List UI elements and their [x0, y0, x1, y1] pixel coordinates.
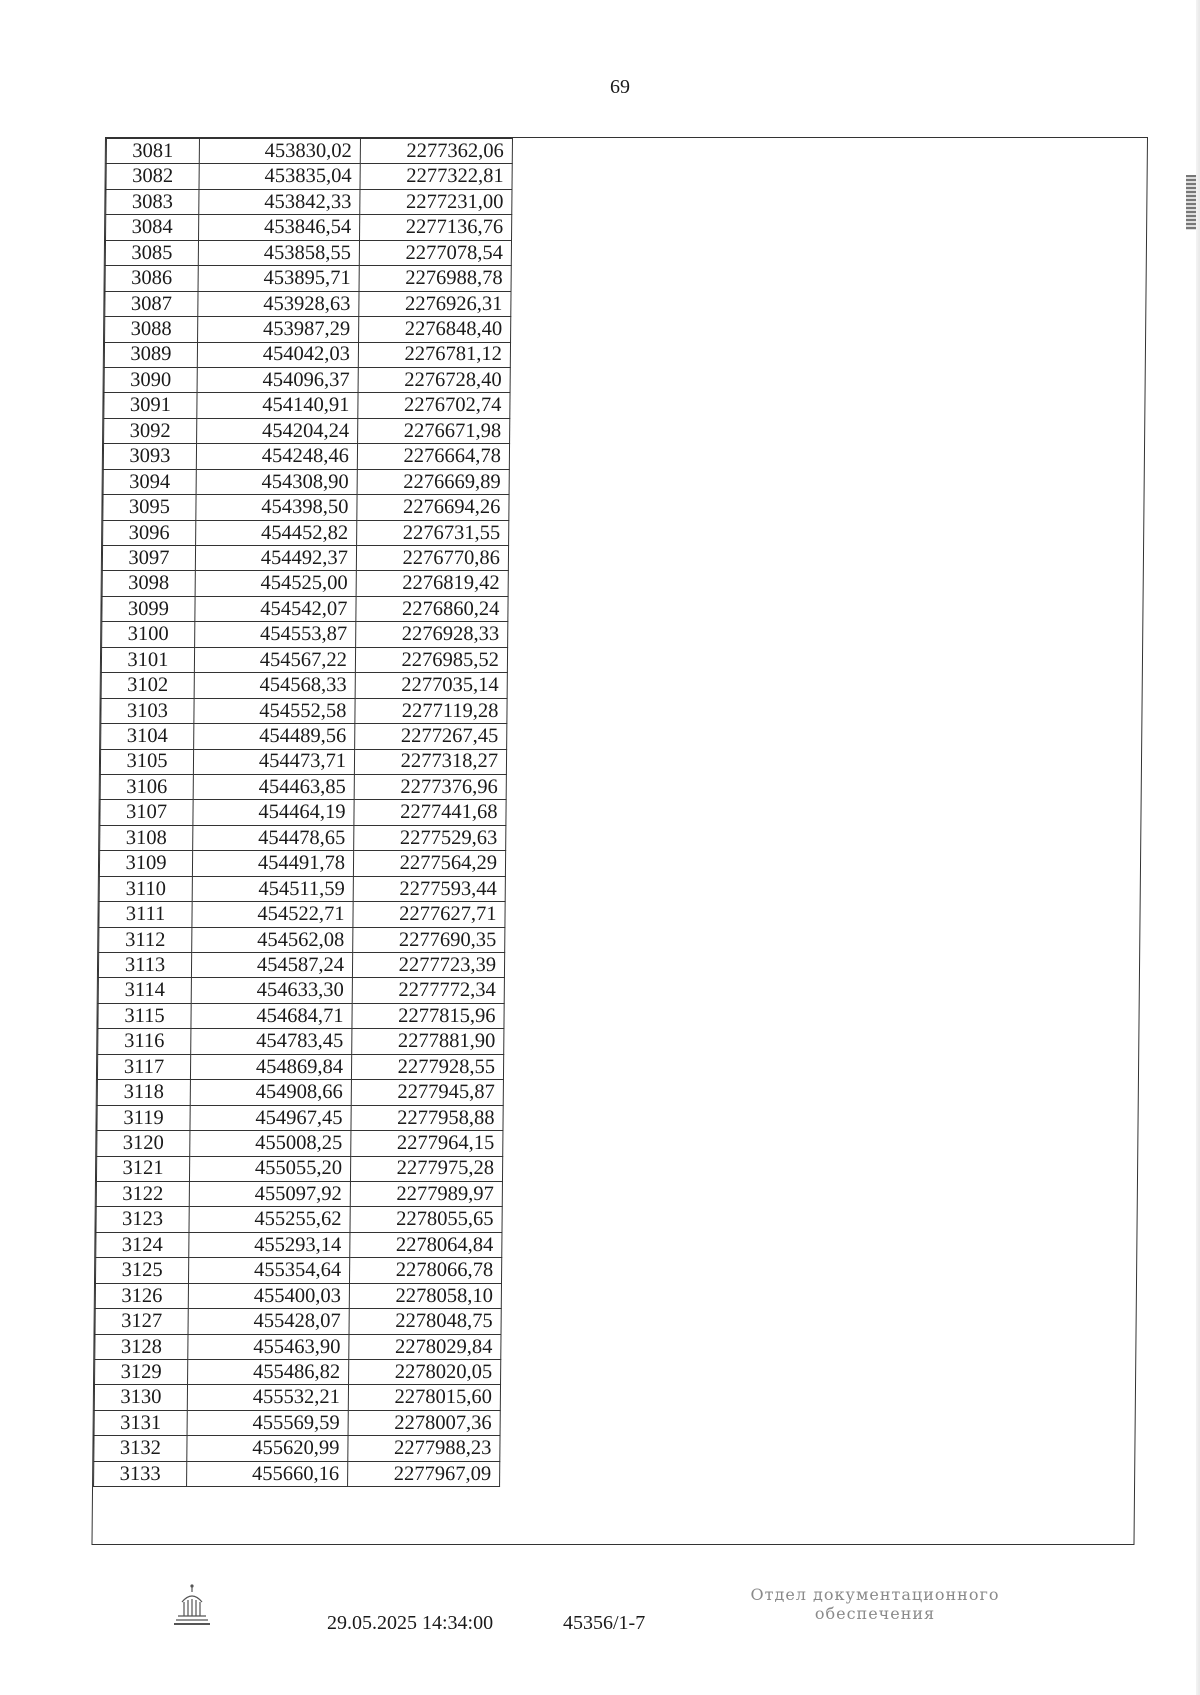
y-coordinate-cell: 2276694,26	[357, 495, 509, 520]
x-coordinate-cell: 454633,30	[191, 978, 352, 1003]
x-coordinate-cell: 454464,19	[193, 800, 354, 825]
x-coordinate-cell: 454398,50	[196, 495, 357, 520]
x-coordinate-cell: 453987,29	[198, 317, 359, 342]
table-row	[104, 342, 510, 367]
x-coordinate-cell: 454587,24	[191, 953, 352, 978]
table-row	[98, 1029, 504, 1054]
point-number-cell: 3124	[96, 1232, 189, 1257]
table-row	[95, 1360, 501, 1385]
x-coordinate-cell: 455255,62	[189, 1207, 350, 1232]
x-coordinate-cell: 455620,99	[187, 1436, 348, 1461]
y-coordinate-cell: 2276731,55	[357, 520, 509, 545]
x-coordinate-cell: 455569,59	[187, 1410, 348, 1435]
table-row	[102, 596, 508, 621]
point-number-cell: 3118	[97, 1080, 190, 1105]
y-coordinate-cell: 2277928,55	[351, 1054, 503, 1079]
y-coordinate-cell: 2277078,54	[359, 240, 511, 265]
x-coordinate-cell: 454096,37	[197, 367, 358, 392]
y-coordinate-cell: 2276671,98	[358, 418, 510, 443]
table-row	[100, 749, 506, 774]
point-number-cell: 3087	[105, 291, 198, 316]
x-coordinate-cell: 455293,14	[189, 1232, 350, 1257]
table-row	[96, 1181, 502, 1206]
table-row	[106, 164, 512, 189]
coordinates-table-body	[94, 139, 513, 1487]
x-coordinate-cell: 454248,46	[196, 444, 357, 469]
table-row	[96, 1156, 502, 1181]
table-row	[97, 1131, 503, 1156]
y-coordinate-cell: 2278007,36	[348, 1410, 500, 1435]
point-number-cell: 3099	[102, 596, 195, 621]
y-coordinate-cell: 2277362,06	[360, 139, 512, 164]
table-row	[95, 1258, 501, 1283]
x-coordinate-cell: 455660,16	[187, 1461, 348, 1486]
point-number-cell: 3109	[99, 851, 192, 876]
table-row	[97, 1054, 503, 1079]
y-coordinate-cell: 2277881,90	[352, 1029, 504, 1054]
table-row	[103, 495, 509, 520]
x-coordinate-cell: 454967,45	[190, 1105, 351, 1130]
y-coordinate-cell: 2276848,40	[359, 317, 511, 342]
point-number-cell: 3122	[96, 1181, 189, 1206]
y-coordinate-cell: 2277690,35	[353, 927, 505, 952]
x-coordinate-cell: 453858,55	[198, 240, 359, 265]
point-number-cell: 3084	[106, 215, 199, 240]
table-row	[105, 291, 511, 316]
point-number-cell: 3132	[94, 1436, 187, 1461]
x-coordinate-cell: 454908,66	[190, 1080, 351, 1105]
point-number-cell: 3104	[101, 724, 194, 749]
y-coordinate-cell: 2278048,75	[349, 1309, 501, 1334]
point-number-cell: 3121	[96, 1156, 189, 1181]
y-coordinate-cell: 2277958,88	[351, 1105, 503, 1130]
point-number-cell: 3112	[99, 927, 192, 952]
x-coordinate-cell: 454869,84	[190, 1054, 351, 1079]
x-coordinate-cell: 454552,58	[194, 698, 355, 723]
y-coordinate-cell: 2277593,44	[353, 876, 505, 901]
table-row	[94, 1436, 500, 1461]
point-number-cell: 3131	[94, 1410, 187, 1435]
table-frame	[91, 137, 1148, 1545]
x-coordinate-cell: 455428,07	[188, 1309, 349, 1334]
x-coordinate-cell: 455400,03	[188, 1283, 349, 1308]
y-coordinate-cell: 2277318,27	[354, 749, 506, 774]
table-row	[98, 978, 504, 1003]
page-number: 69	[610, 76, 630, 98]
point-number-cell: 3116	[98, 1029, 191, 1054]
y-coordinate-cell: 2276819,42	[356, 571, 508, 596]
y-coordinate-cell: 2277267,45	[355, 724, 507, 749]
y-coordinate-cell: 2276702,74	[358, 393, 510, 418]
y-coordinate-cell: 2278020,05	[349, 1360, 501, 1385]
y-coordinate-cell: 2277529,63	[354, 825, 506, 850]
point-number-cell: 3130	[94, 1385, 187, 1410]
y-coordinate-cell: 2278064,84	[350, 1232, 502, 1257]
x-coordinate-cell: 454542,07	[195, 596, 356, 621]
x-coordinate-cell: 454511,59	[192, 876, 353, 901]
stamp-line-2: обеспечения	[814, 1604, 936, 1623]
y-coordinate-cell: 2277723,39	[352, 953, 504, 978]
footer-datetime: 29.05.2025 14:34:00	[327, 1612, 494, 1634]
y-coordinate-cell: 2277322,81	[360, 164, 512, 189]
x-coordinate-cell: 455463,90	[188, 1334, 349, 1359]
point-number-cell: 3129	[95, 1360, 188, 1385]
y-coordinate-cell: 2277989,97	[350, 1181, 502, 1206]
x-coordinate-cell: 454473,71	[193, 749, 354, 774]
point-number-cell: 3085	[105, 240, 198, 265]
point-number-cell: 3108	[100, 825, 193, 850]
point-number-cell: 3098	[102, 571, 195, 596]
point-number-cell: 3100	[102, 622, 195, 647]
y-coordinate-cell: 2276664,78	[357, 444, 509, 469]
point-number-cell: 3105	[100, 749, 193, 774]
point-number-cell: 3123	[96, 1207, 189, 1232]
table-row	[102, 546, 508, 571]
table-row	[103, 444, 509, 469]
emblem-icon	[170, 1582, 214, 1630]
footer-document-code: 45356/1-7	[563, 1612, 646, 1634]
table-row	[103, 520, 509, 545]
point-number-cell: 3120	[97, 1131, 190, 1156]
point-number-cell: 3111	[99, 902, 192, 927]
y-coordinate-cell: 2277815,96	[352, 1003, 504, 1028]
x-coordinate-cell: 454562,08	[192, 927, 353, 952]
x-coordinate-cell: 455532,21	[187, 1385, 348, 1410]
table-row	[102, 571, 508, 596]
table-row	[106, 139, 512, 164]
x-coordinate-cell: 453928,63	[198, 291, 359, 316]
table-row	[105, 240, 511, 265]
table-row	[99, 876, 505, 901]
table-row	[101, 673, 507, 698]
x-coordinate-cell: 454204,24	[197, 418, 358, 443]
x-coordinate-cell: 454567,22	[194, 647, 355, 672]
table-row	[104, 367, 510, 392]
table-row	[96, 1207, 502, 1232]
x-coordinate-cell: 454783,45	[191, 1029, 352, 1054]
point-number-cell: 3133	[94, 1461, 187, 1486]
y-coordinate-cell: 2277564,29	[353, 851, 505, 876]
x-coordinate-cell: 454308,90	[196, 469, 357, 494]
point-number-cell: 3096	[103, 520, 196, 545]
x-coordinate-cell: 454491,78	[192, 851, 353, 876]
point-number-cell: 3117	[97, 1054, 190, 1079]
table-row	[95, 1309, 501, 1334]
x-coordinate-cell: 454489,56	[194, 724, 355, 749]
x-coordinate-cell: 455008,25	[190, 1131, 351, 1156]
table-row	[100, 825, 506, 850]
point-number-cell: 3102	[101, 673, 194, 698]
x-coordinate-cell: 454553,87	[195, 622, 356, 647]
department-stamp	[740, 1585, 1010, 1623]
x-coordinate-cell: 454568,33	[194, 673, 355, 698]
y-coordinate-cell: 2276928,33	[356, 622, 508, 647]
y-coordinate-cell: 2277967,09	[348, 1461, 500, 1486]
point-number-cell: 3128	[95, 1334, 188, 1359]
x-coordinate-cell: 453895,71	[198, 266, 359, 291]
coordinates-table	[93, 138, 513, 1487]
point-number-cell: 3114	[98, 978, 191, 1003]
point-number-cell: 3092	[104, 418, 197, 443]
x-coordinate-cell: 454684,71	[191, 1003, 352, 1028]
x-coordinate-cell: 454140,91	[197, 393, 358, 418]
scan-artifact	[1186, 175, 1196, 230]
table-row	[104, 393, 510, 418]
point-number-cell: 3089	[104, 342, 197, 367]
table-row	[94, 1385, 500, 1410]
point-number-cell: 3094	[103, 469, 196, 494]
y-coordinate-cell: 2277119,28	[355, 698, 507, 723]
point-number-cell: 3115	[98, 1003, 191, 1028]
table-row	[99, 902, 505, 927]
y-coordinate-cell: 2278066,78	[349, 1258, 501, 1283]
y-coordinate-cell: 2277772,34	[352, 978, 504, 1003]
point-number-cell: 3113	[98, 953, 191, 978]
stamp-line-1: Отдел документационного	[750, 1585, 1000, 1604]
point-number-cell: 3119	[97, 1105, 190, 1130]
point-number-cell: 3091	[104, 393, 197, 418]
y-coordinate-cell: 2276781,12	[358, 342, 510, 367]
x-coordinate-cell: 454525,00	[195, 571, 356, 596]
x-coordinate-cell: 454522,71	[192, 902, 353, 927]
x-coordinate-cell: 455055,20	[189, 1156, 350, 1181]
x-coordinate-cell: 453830,02	[199, 139, 360, 164]
x-coordinate-cell: 454463,85	[193, 774, 354, 799]
x-coordinate-cell: 454478,65	[193, 825, 354, 850]
y-coordinate-cell: 2277136,76	[360, 215, 512, 240]
x-coordinate-cell: 454042,03	[197, 342, 358, 367]
table-row	[101, 698, 507, 723]
table-row	[104, 418, 510, 443]
table-row	[106, 215, 512, 240]
table-row	[94, 1410, 500, 1435]
y-coordinate-cell: 2277945,87	[351, 1080, 503, 1105]
point-number-cell: 3083	[106, 189, 199, 214]
point-number-cell: 3101	[101, 647, 194, 672]
y-coordinate-cell: 2277964,15	[351, 1131, 503, 1156]
table-row	[94, 1461, 500, 1486]
point-number-cell: 3107	[100, 800, 193, 825]
y-coordinate-cell: 2277975,28	[350, 1156, 502, 1181]
scan-edge	[1196, 0, 1200, 1695]
x-coordinate-cell: 455097,92	[189, 1181, 350, 1206]
x-coordinate-cell: 453842,33	[199, 189, 360, 214]
point-number-cell: 3125	[95, 1258, 188, 1283]
table-row	[98, 1003, 504, 1028]
y-coordinate-cell: 2278029,84	[349, 1334, 501, 1359]
y-coordinate-cell: 2278015,60	[348, 1385, 500, 1410]
y-coordinate-cell: 2276770,86	[356, 546, 508, 571]
x-coordinate-cell: 455486,82	[188, 1360, 349, 1385]
y-coordinate-cell: 2278058,10	[349, 1283, 501, 1308]
y-coordinate-cell: 2276669,89	[357, 469, 509, 494]
y-coordinate-cell: 2277376,96	[354, 774, 506, 799]
x-coordinate-cell: 454492,37	[195, 546, 356, 571]
point-number-cell: 3103	[101, 698, 194, 723]
y-coordinate-cell: 2276926,31	[359, 291, 511, 316]
table-row	[105, 317, 511, 342]
x-coordinate-cell: 453846,54	[199, 215, 360, 240]
table-row	[100, 800, 506, 825]
point-number-cell: 3086	[105, 266, 198, 291]
x-coordinate-cell: 455354,64	[188, 1258, 349, 1283]
y-coordinate-cell: 2278055,65	[350, 1207, 502, 1232]
point-number-cell: 3097	[102, 546, 195, 571]
y-coordinate-cell: 2277627,71	[353, 902, 505, 927]
y-coordinate-cell: 2276988,78	[359, 266, 511, 291]
point-number-cell: 3127	[95, 1309, 188, 1334]
point-number-cell: 3082	[106, 164, 199, 189]
point-number-cell: 3093	[103, 444, 196, 469]
point-number-cell: 3088	[105, 317, 198, 342]
x-coordinate-cell: 453835,04	[199, 164, 360, 189]
y-coordinate-cell: 2277441,68	[354, 800, 506, 825]
table-row	[101, 647, 507, 672]
table-row	[106, 189, 512, 214]
y-coordinate-cell: 2277231,00	[360, 189, 512, 214]
point-number-cell: 3095	[103, 495, 196, 520]
table-row	[97, 1080, 503, 1105]
point-number-cell: 3090	[104, 367, 197, 392]
table-row	[99, 927, 505, 952]
point-number-cell: 3126	[95, 1283, 188, 1308]
table-row	[96, 1232, 502, 1257]
y-coordinate-cell: 2277988,23	[348, 1436, 500, 1461]
table-row	[95, 1334, 501, 1359]
y-coordinate-cell: 2276985,52	[355, 647, 507, 672]
point-number-cell: 3081	[106, 139, 199, 164]
x-coordinate-cell: 454452,82	[196, 520, 357, 545]
table-row	[101, 724, 507, 749]
point-number-cell: 3106	[100, 774, 193, 799]
y-coordinate-cell: 2276860,24	[356, 596, 508, 621]
point-number-cell: 3110	[99, 876, 192, 901]
y-coordinate-cell: 2277035,14	[355, 673, 507, 698]
y-coordinate-cell: 2276728,40	[358, 367, 510, 392]
table-row	[95, 1283, 501, 1308]
table-row	[103, 469, 509, 494]
table-row	[105, 266, 511, 291]
table-row	[100, 774, 506, 799]
table-row	[97, 1105, 503, 1130]
table-row	[102, 622, 508, 647]
table-row	[98, 953, 504, 978]
table-row	[99, 851, 505, 876]
